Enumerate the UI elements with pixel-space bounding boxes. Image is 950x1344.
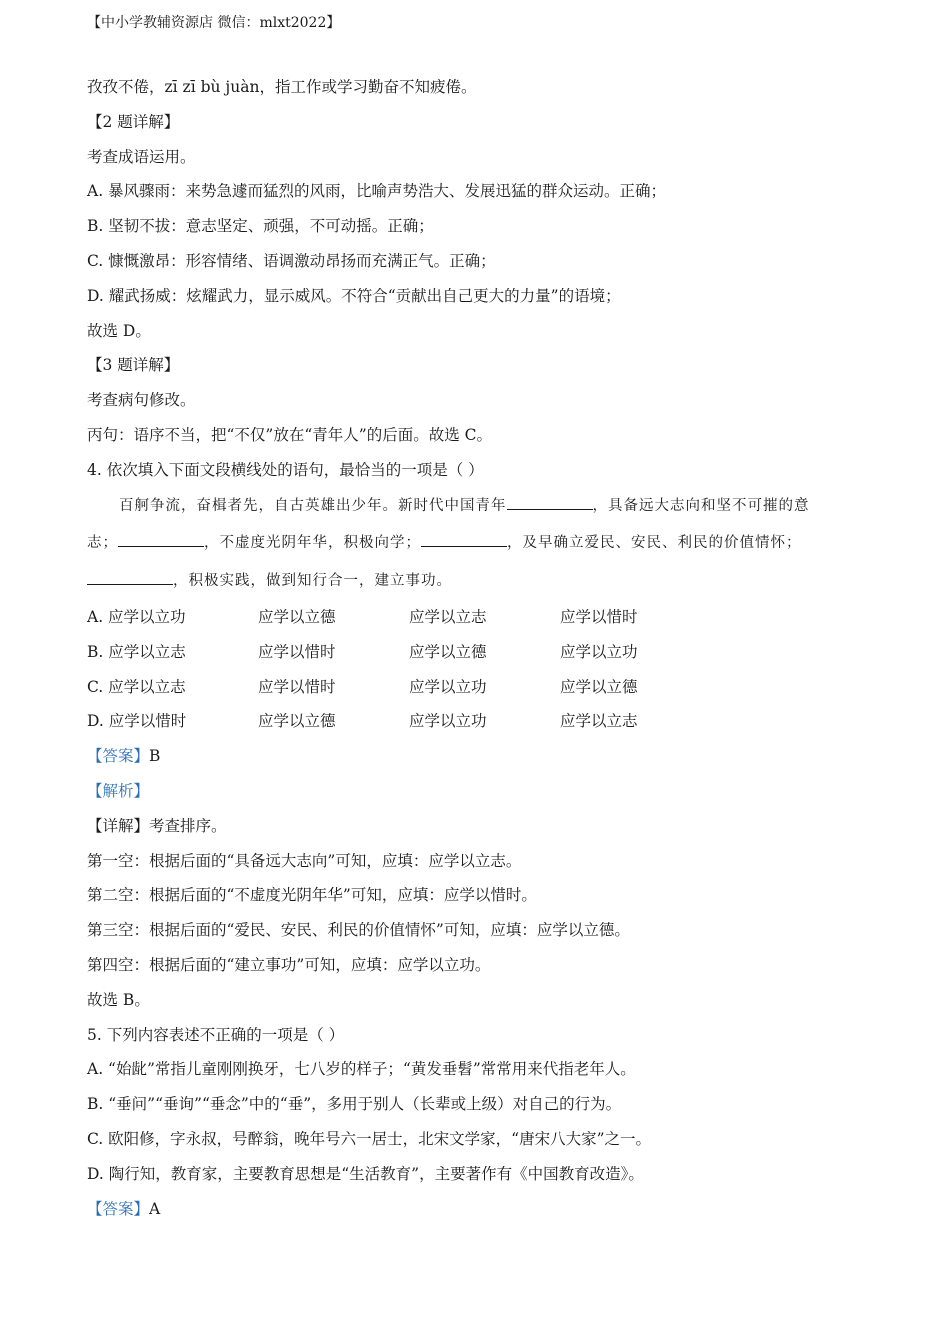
paragraph: 第三空：根据后面的“爱民、安民、利民的价值情怀”可知，应填：应学以立德。 xyxy=(87,921,630,940)
passage-text: ，及早确立爱民、安民、利民的价值情怀； xyxy=(507,535,802,552)
paragraph: 考查成语运用。 xyxy=(87,147,196,166)
option-line: D. 陶行知，教育家，主要教育思想是“生活教育”，主要著作有《中国教育改造》。 xyxy=(87,1164,644,1183)
option-cell: A. 应学以立功 xyxy=(87,608,186,627)
option-line: D. 耀武扬威：炫耀武力，显示威风。不符合“贡献出自己更大的力量”的语境； xyxy=(87,286,621,305)
option-cell: B. 应学以立志 xyxy=(87,642,186,661)
paragraph: 丙句：语序不当，把“不仅”放在“青年人”的后面。故选 C。 xyxy=(87,425,492,444)
fill-blank xyxy=(421,532,507,547)
option-cell: 应学以惜时 xyxy=(560,608,638,627)
option-cell: C. 应学以立志 xyxy=(87,677,186,696)
passage-text: 志； xyxy=(87,535,118,552)
option-cell: 应学以立德 xyxy=(409,642,487,661)
option-cell: 应学以惜时 xyxy=(258,677,336,696)
paragraph: 故选 D。 xyxy=(87,321,151,340)
option-cell: 应学以立志 xyxy=(560,712,638,731)
option-line: A. 暴风骤雨：来势急遽而猛烈的风雨，比喻声势浩大、发展迅猛的群众运动。正确； xyxy=(87,182,667,201)
answer-label: 【答案】 xyxy=(87,747,150,766)
paragraph: 第四空：根据后面的“建立事功”可知，应填：应学以立功。 xyxy=(87,956,491,975)
question-stem: 5. 下列内容表述不正确的一项是（ ） xyxy=(87,1025,345,1044)
passage-text: ，不虚度光阴年华，积极向学； xyxy=(204,535,421,552)
option-cell: 应学以立德 xyxy=(258,712,336,731)
option-cell: 应学以立功 xyxy=(560,642,638,661)
option-line: B. “垂问”“垂询”“垂念”中的“垂”，多用于别人（长辈或上级）对自己的行为。 xyxy=(87,1095,622,1114)
option-line: C. 慷慨激昂：形容情绪、语调激动昂扬而充满正气。正确； xyxy=(87,251,496,270)
passage-line xyxy=(87,525,877,563)
paragraph: 【详解】考查排序。 xyxy=(87,816,227,835)
section-title: 【3 题详解】 xyxy=(87,356,180,375)
paragraph: 考查病句修改。 xyxy=(87,391,196,410)
document-body xyxy=(87,70,877,1226)
fill-blank xyxy=(87,570,173,585)
option-line: B. 坚韧不拔：意志坚定、顽强，不可动摇。正确； xyxy=(87,217,434,236)
passage-text: ，积极实践，做到知行合一，建立事功。 xyxy=(173,572,452,589)
question-stem: 4. 依次填入下面文段横线处的语句，最恰当的一项是（ ） xyxy=(87,460,484,479)
passage-text: 百舸争流，奋楫者先，自古英雄出少年。新时代中国青年 xyxy=(119,497,507,514)
passage-text: ，具备远大志向和坚不可摧的意 xyxy=(592,497,810,514)
option-cell: 应学以立功 xyxy=(409,677,487,696)
passage-line xyxy=(87,488,877,526)
paragraph: 第二空：根据后面的“不虚度光阴年华”可知，应填：应学以惜时。 xyxy=(87,886,537,905)
option-cell: 应学以立志 xyxy=(409,608,487,627)
option-row-a xyxy=(87,600,877,635)
answer-label: 【答案】 xyxy=(87,1199,150,1218)
section-title: 【2 题详解】 xyxy=(87,112,180,131)
option-row-c xyxy=(87,670,877,705)
option-cell: 应学以立功 xyxy=(409,712,487,731)
option-cell: 应学以立德 xyxy=(258,608,336,627)
option-cell: D. 应学以惜时 xyxy=(87,712,187,731)
page-header: 【中小学教辅资源店 微信：mlxt2022】 xyxy=(87,15,341,31)
paragraph: 第一空：根据后面的“具备远大志向”可知，应填：应学以立志。 xyxy=(87,851,522,870)
option-cell: 应学以立德 xyxy=(560,677,638,696)
fill-blank xyxy=(507,495,593,510)
answer-line xyxy=(87,739,877,774)
option-cell: 应学以惜时 xyxy=(258,642,336,661)
analysis-label: 【解析】 xyxy=(87,782,150,801)
passage-line xyxy=(87,563,877,601)
answer-value: B xyxy=(149,747,161,766)
fill-blank xyxy=(118,532,204,547)
option-line: A. “始龀”常指儿童刚刚换牙，七八岁的样子；“黄发垂髫”常常用来代指老年人。 xyxy=(87,1060,636,1079)
paragraph: 故选 B。 xyxy=(87,990,150,1009)
option-row-d xyxy=(87,704,877,739)
paragraph: 孜孜不倦，zī zī bù juàn，指工作或学习勤奋不知疲倦。 xyxy=(87,78,477,96)
answer-value: A xyxy=(149,1199,161,1218)
answer-line xyxy=(87,1192,877,1227)
option-row-b xyxy=(87,635,877,670)
option-line: C. 欧阳修，字永叔，号醉翁，晚年号六一居士，北宋文学家，“唐宋八大家”之一。 xyxy=(87,1130,652,1149)
